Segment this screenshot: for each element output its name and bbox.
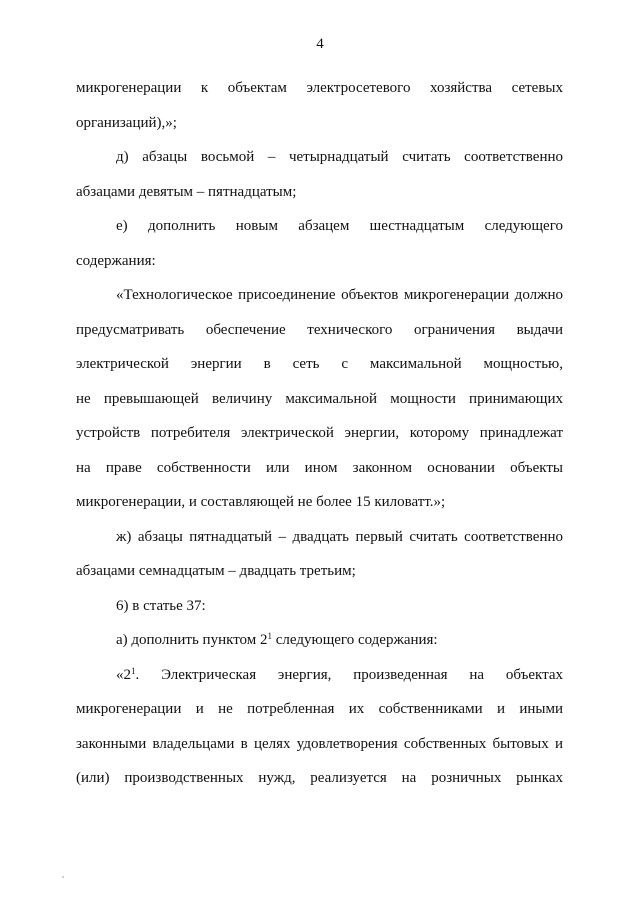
text-line-1: микрогенерации к объектам электросетевого хозяйства сетевых	[76, 80, 563, 96]
text-line-17-after: следующего содержания:	[272, 632, 438, 648]
text-line-9: электрической энергии в сеть с максимальной мощностью,	[76, 356, 563, 372]
text-line-12: на праве собственности или ином законном основании объекты	[76, 459, 563, 476]
text-line-4: абзацами девятым – пятнадцатым;	[76, 183, 297, 200]
text-line-16: 6) в статье 37:	[116, 597, 206, 614]
text-line-7: «Технологическое присоединение объектов микрогенерации должно	[116, 287, 563, 303]
text-line-8: предусматривать обеспечение технического ограничения выдачи	[76, 321, 563, 338]
text-line-11: устройств потребителя электрической энергии, которому принадлежат	[76, 425, 563, 441]
text-line-15: абзацами семнадцатым – двадцать третьим;	[76, 563, 356, 579]
text-line-18-before: «2	[116, 666, 131, 683]
text-line-17	[76, 623, 563, 658]
text-line-14: ж) абзацы пятнадцатый – двадцать первый считать соответственно	[116, 528, 563, 545]
text-line-18	[76, 658, 563, 693]
text-line-21: (или) производственных нужд, реализуется на розничных рынках	[76, 770, 563, 786]
text-line-5: е) дополнить новым абзацем шестнадцатым следующего	[116, 218, 563, 234]
page-number: 4	[316, 36, 324, 52]
text-line-13: микрогенерации, и составляющей не более 15 киловатт.»;	[76, 494, 446, 510]
scan-dot	[62, 876, 64, 878]
text-line-20: законными владельцами в целях удовлетворения собственных бытовых и	[76, 735, 563, 752]
text-line-19: микрогенерации и не потребленная их собственниками и иными	[76, 701, 563, 717]
document-body	[76, 71, 563, 796]
text-line-2: организаций),»;	[76, 114, 177, 131]
superscript-1: 1	[267, 631, 273, 641]
text-line-6: содержания:	[76, 252, 156, 269]
superscript-2: 1	[131, 665, 136, 676]
text-line-18-after: . Электрическая энергия, произведенная на объектах	[135, 666, 563, 683]
text-line-17-before: а) дополнить пунктом 2	[116, 632, 268, 648]
text-line-10: не превышающей величину максимальной мощности принимающих	[76, 390, 563, 407]
text-line-3: д) абзацы восьмой – четырнадцатый считать соответственно	[116, 149, 563, 165]
